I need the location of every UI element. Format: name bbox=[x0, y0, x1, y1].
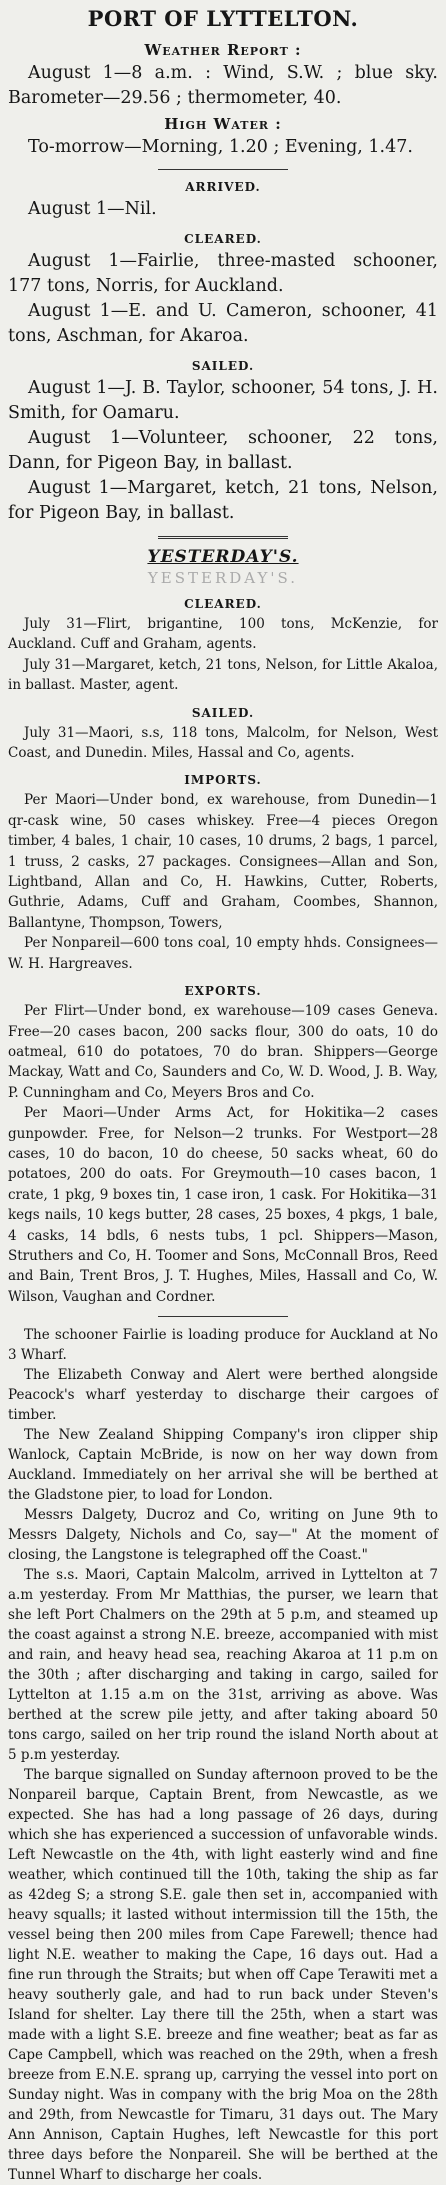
news-paragraph: The Elizabeth Conway and Alert were berthed alongside Peacock's wharf yesterday to discharge their cargoes of timber. bbox=[8, 1367, 438, 1424]
news-paragraph: The s.s. Maori, Captain Malcolm, arrived in Lyttelton at 7 a.m yesterday. From Mr Matthias, the purser, we learn that she left Port Chalmers on the 29th at 5 p.m, and steamed up the coast against a strong N.E. breeze, accompanied with mist and rain, and heavy head sea, reaching Akaroa at 11 p.m on the 30th ; after discharging and taking in cargo, sailed for Lyttelton at 1.15 a.m on the 31st, arriving as above. Was berthed at the screw pile jetty, and after taking aboard 50 tons cargo, sailed on her trip round the island North about at 5 p.m yesterday. bbox=[8, 1567, 438, 1764]
news-paragraph: The barque signalled on Sunday afternoon proved to be the Nonpareil barque, Captain Brent, from Newcastle, as we expected. She has had a long passage of 26 days, during which she has experienced a succession of unfavorable winds. Left Newcastle on the 4th, with light easterly wind and fine weather, which continued till the 10th, taking the ship as far as 42deg S; a strong S.E. gale then set in, accompanied with heavy squalls; it lasted without intermission till the 15th, the vessel being then 200 miles from Cape Farewell; thence had light N.E. weather to making the Cape, 16 days out. Had a fine run through the Straits; but when off Cape Terawiti met a heavy southerly gale, and had to run back under Steven's Island for shelter. Lay there till the 25th, when a start was made with a light S.E. breeze and fine weather; beat as far as Cape Campbell, which was reached on the 29th, when a fresh breeze from E.N.E. sprang up, carrying the vessel into port on Sunday night. Was in company with the brig Moa on the 28th and 29th, from Newcastle for Timaru, 31 days out. The Mary Ann Annison, Captain Hughes, left Newcastle for this port three days before the Nonpareil. She will be berthed at the Tunnel Wharf to discharge her coals. bbox=[8, 1767, 438, 2184]
cleared-entry: August 1—Fairlie, three-masted schooner, 177 tons, Norris, for Auckland. bbox=[8, 251, 438, 296]
yesterday-cleared-entry: July 31—Margaret, ketch, 21 tons, Nelson, for Little Akaloa, in ballast. Master, agent. bbox=[8, 656, 438, 694]
imports-entry: Per Maori—Under bond, ex warehouse, from Dunedin—1 qr-cask wine, 50 cases whiskey. Free—4 pieces Oregon timber, 4 bales, 1 chair, 10 cases, 10 drums, 2 bags, 1 parcel, 1 truss, 2 casks, 27 packages. Consignees—Allan and Son, Lightband, Allan and Co, H. Hawkins, Cutter, Roberts, Guthrie, Adams, Cuff and Graham, Coombes, Shannon, Ballantyne, Thompson, Towers, bbox=[8, 792, 438, 931]
high-water-report: To-morrow—Morning, 1.20 ; Evening, 1.47. bbox=[28, 137, 413, 157]
yesterday-cleared-heading: CLEARED. bbox=[184, 597, 262, 611]
news-paragraph: Messrs Dalgety, Ducroz and Co, writing on June 9th to Messrs Dalgety, Nichols and Co, say—" At the moment of closing, the Langstone is telegraphed off the Coast." bbox=[8, 1507, 438, 1564]
weather-report: August 1—8 a.m. : Wind, S.W. ; blue sky. Barometer—29.56 ; thermometer, 40. bbox=[8, 63, 438, 108]
divider bbox=[158, 1316, 288, 1317]
masthead: PORT OF LYTTELTON. bbox=[87, 6, 359, 31]
sailed-entry: August 1—Volunteer, schooner, 22 tons, Dann, for Pigeon Bay, in ballast. bbox=[8, 428, 438, 473]
news-paragraph: The New Zealand Shipping Company's iron clipper ship Wanlock, Captain McBride, is now on her way down from Auckland. Immediately on her arrival she will be berthed at the Gladstone pier, to load for London. bbox=[8, 1427, 438, 1504]
arrived-heading: ARRIVED. bbox=[185, 180, 261, 194]
yesterday-sailed-heading: SAILED. bbox=[191, 705, 255, 720]
news-paragraph: The schooner Fairlie is loading produce for Auckland at No 3 Wharf. bbox=[8, 1327, 438, 1364]
double-divider bbox=[158, 536, 288, 539]
yesterday-sailed-entry: July 31—Maori, s.s, 118 tons, Malcolm, for Nelson, West Coast, and Dunedin. Miles, Hassal and Co, agents. bbox=[8, 724, 438, 762]
cleared-heading: CLEARED. bbox=[184, 232, 262, 246]
sailed-entry: August 1—Margaret, ketch, 21 tons, Nelson, for Pigeon Bay, in ballast. bbox=[8, 478, 438, 523]
sailed-entry: August 1—J. B. Taylor, schooner, 54 tons, J. H. Smith, for Oamaru. bbox=[8, 378, 438, 423]
yesterday-cleared-entry: July 31—Flirt, brigantine, 100 tons, McKenzie, for Auckland. Cuff and Graham, agents. bbox=[8, 616, 438, 653]
sailed-heading: SAILED. bbox=[191, 359, 255, 373]
divider bbox=[158, 169, 288, 170]
exports-heading: EXPORTS. bbox=[184, 984, 262, 999]
weather-heading: Weather Report : bbox=[144, 41, 302, 59]
exports-entry: Per Maori—Under Arms Act, for Hokitika—2 cases gunpowder. Free, for Nelson—2 trunks. For Westport—28 cases, 10 do bacon, 10 do cheese, 50 sacks wheat, 60 do potatoes, 200 do oats. For Greymouth—10 cases bacon, 1 crate, 1 pkg, 9 boxes tin, 1 case iron, 1 cask. For Hokitika—31 kegs nails, 10 kegs butter, 28 cases, 25 boxes, 4 pkgs, 1 bale, 4 casks, 14 bdls, 6 nests tubs, 1 pcl. Shippers—Mason, Struthers and Co, H. Toomer and Sons, McConnall Bros, Reed and Bain, Trent Bros, J. T. Hughes, Miles, Hassall and Co, W. Wilson, Vaughan and Cordner. bbox=[8, 1105, 438, 1305]
arrived-entry: August 1—Nil. bbox=[28, 199, 157, 219]
cleared-entry: August 1—E. and U. Cameron, schooner, 41 tons, Aschman, for Akaroa. bbox=[8, 301, 438, 346]
ghost-print: YESTERDAY'S. bbox=[147, 569, 299, 587]
exports-entry: Per Flirt—Under bond, ex warehouse—109 cases Geneva. Free—20 cases bacon, 200 sacks flour, 300 do oats, 10 do oatmeal, 610 do potatoes, 70 do bran. Shippers—George Mackay, Watt and Co, Saunders and Co, W. D. Wood, J. B. Way, P. Cunningham and Co, Meyers Bros and Co. bbox=[8, 1003, 438, 1101]
imports-entry: Per Nonpareil—600 tons coal, 10 empty hhds. Consignees—W. H. Hargreaves. bbox=[8, 935, 438, 972]
high-water-heading: High Water : bbox=[164, 115, 282, 133]
imports-heading: IMPORTS. bbox=[184, 773, 262, 788]
yesterday-heading: YESTERDAY'S. bbox=[147, 547, 299, 567]
